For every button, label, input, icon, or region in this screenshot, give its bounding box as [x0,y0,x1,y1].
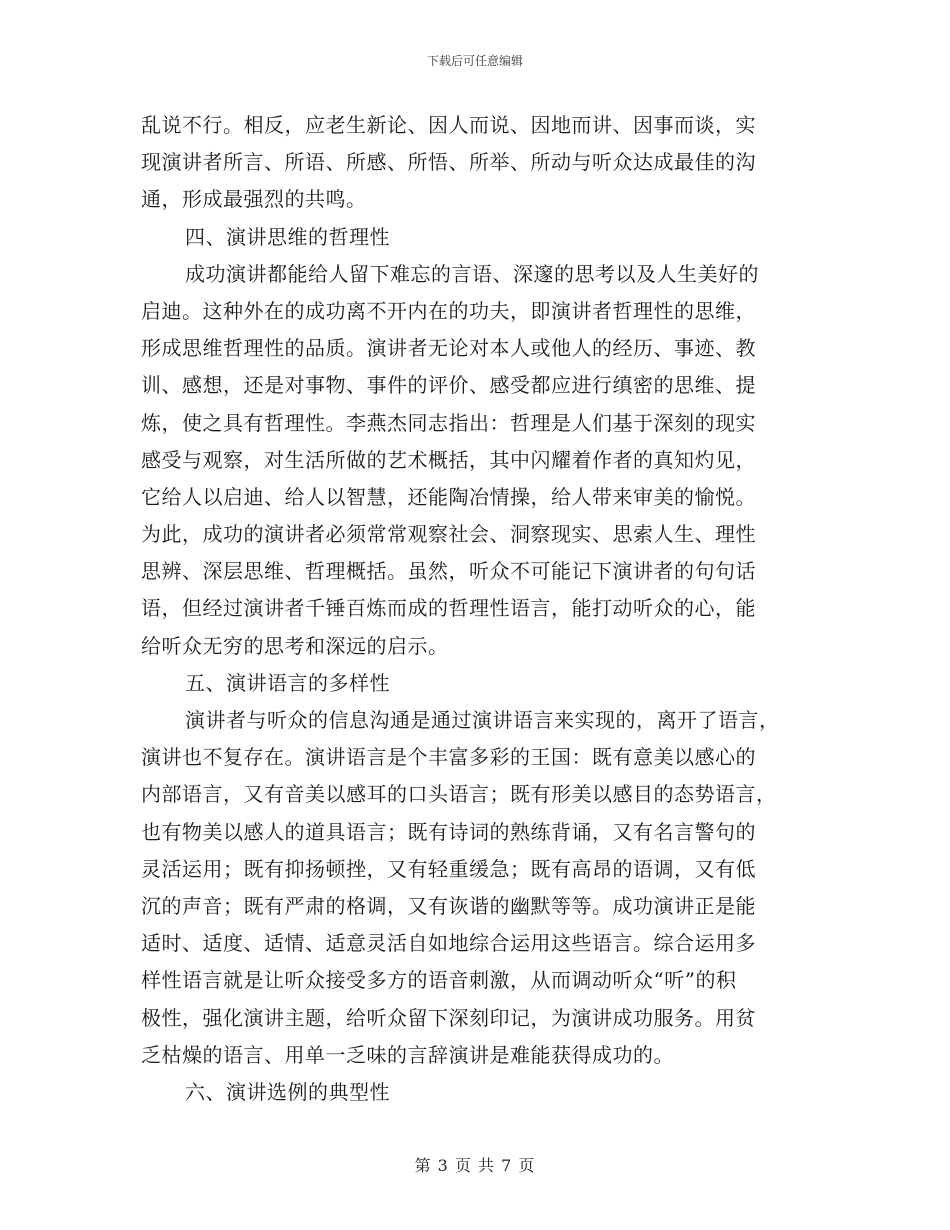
body-line: 极性，强化演讲主题，给听众留下深刻印记，为演讲成功服务。用贫 [141,1005,756,1030]
body-line: 演讲也不复存在。演讲语言是个丰富多彩的王国：既有意美以感心的 [141,745,756,770]
body-line: 乏枯燥的语言、用单一乏味的言辞演讲是难能获得成功的。 [141,1042,674,1067]
body-line: 成功演讲都能给人留下难忘的言语、深邃的思考以及人生美好的 [185,261,759,286]
section-heading: 六、演讲选例的典型性 [185,1079,390,1104]
body-line: 样性语言就是让听众接受多方的语音刺激，从而调动听众“听”的积 [141,968,737,993]
body-line: 也有物美以感人的道具语言；既有诗词的熟练背诵，又有名言警句的 [141,819,756,844]
body-line: 形成思维哲理性的品质。演讲者无论对本人或他人的经历、事迹、教 [141,336,756,361]
body-line: 训、感想，还是对事物、事件的评价、感受都应进行缜密的思维、提 [141,373,756,398]
body-line: 适时、适度、适情、适意灵活自如地综合运用这些语言。综合运用多 [141,931,756,956]
body-line: 通，形成最强烈的共鸣。 [141,187,367,212]
body-line: 语，但经过演讲者千锤百炼而成的哲理性语言，能打动听众的心，能 [141,596,756,621]
body-line: 炼，使之具有哲理性。李燕杰同志指出：哲理是人们基于深刻的现实 [141,410,756,435]
body-line: 为此，成功的演讲者必须常常观察社会、洞察现实、思索人生、理性 [141,522,756,547]
page-header: 下载后可任意编辑 [426,54,523,68]
body-line: 感受与观察，对生活所做的艺术概括，其中闪耀着作者的真知灼见， [141,447,756,472]
body-line: 沉的声音；既有严肃的格调，又有诙谐的幽默等等。成功演讲正是能 [141,893,756,918]
body-line: 灵活运用；既有抑扬顿挫，又有轻重缓急；既有高昂的语调，又有低 [141,856,756,881]
body-line: 乱说不行。相反，应老生新论、因人而说、因地而讲、因事而谈，实 [141,113,756,137]
body-line: 给听众无穷的思考和深远的启示。 [141,633,449,658]
document-body [141,107,811,1111]
page-number: 第 3 页 共 7 页 [414,1156,536,1175]
body-line: 它给人以启迪、给人以智慧，还能陶冶情操，给人带来审美的愉悦。 [141,484,756,509]
body-line: 现演讲者所言、所语、所感、所悟、所举、所动与听众达成最佳的沟 [141,150,756,175]
body-line: 内部语言，又有音美以感耳的口头语言；既有形美以感目的态势语言， [141,782,777,807]
body-line: 思辨、深层思维、哲理概括。虽然，听众不可能记下演讲者的句句话 [141,559,756,584]
body-line: 演讲者与听众的信息沟通是通过演讲语言来实现的，离开了语言， [185,708,780,732]
section-heading: 四、演讲思维的哲理性 [185,224,390,249]
section-heading: 五、演讲语言的多样性 [185,670,390,695]
body-line: 启迪。这种外在的成功离不开内在的功夫，即演讲者哲理性的思维， [141,298,756,323]
